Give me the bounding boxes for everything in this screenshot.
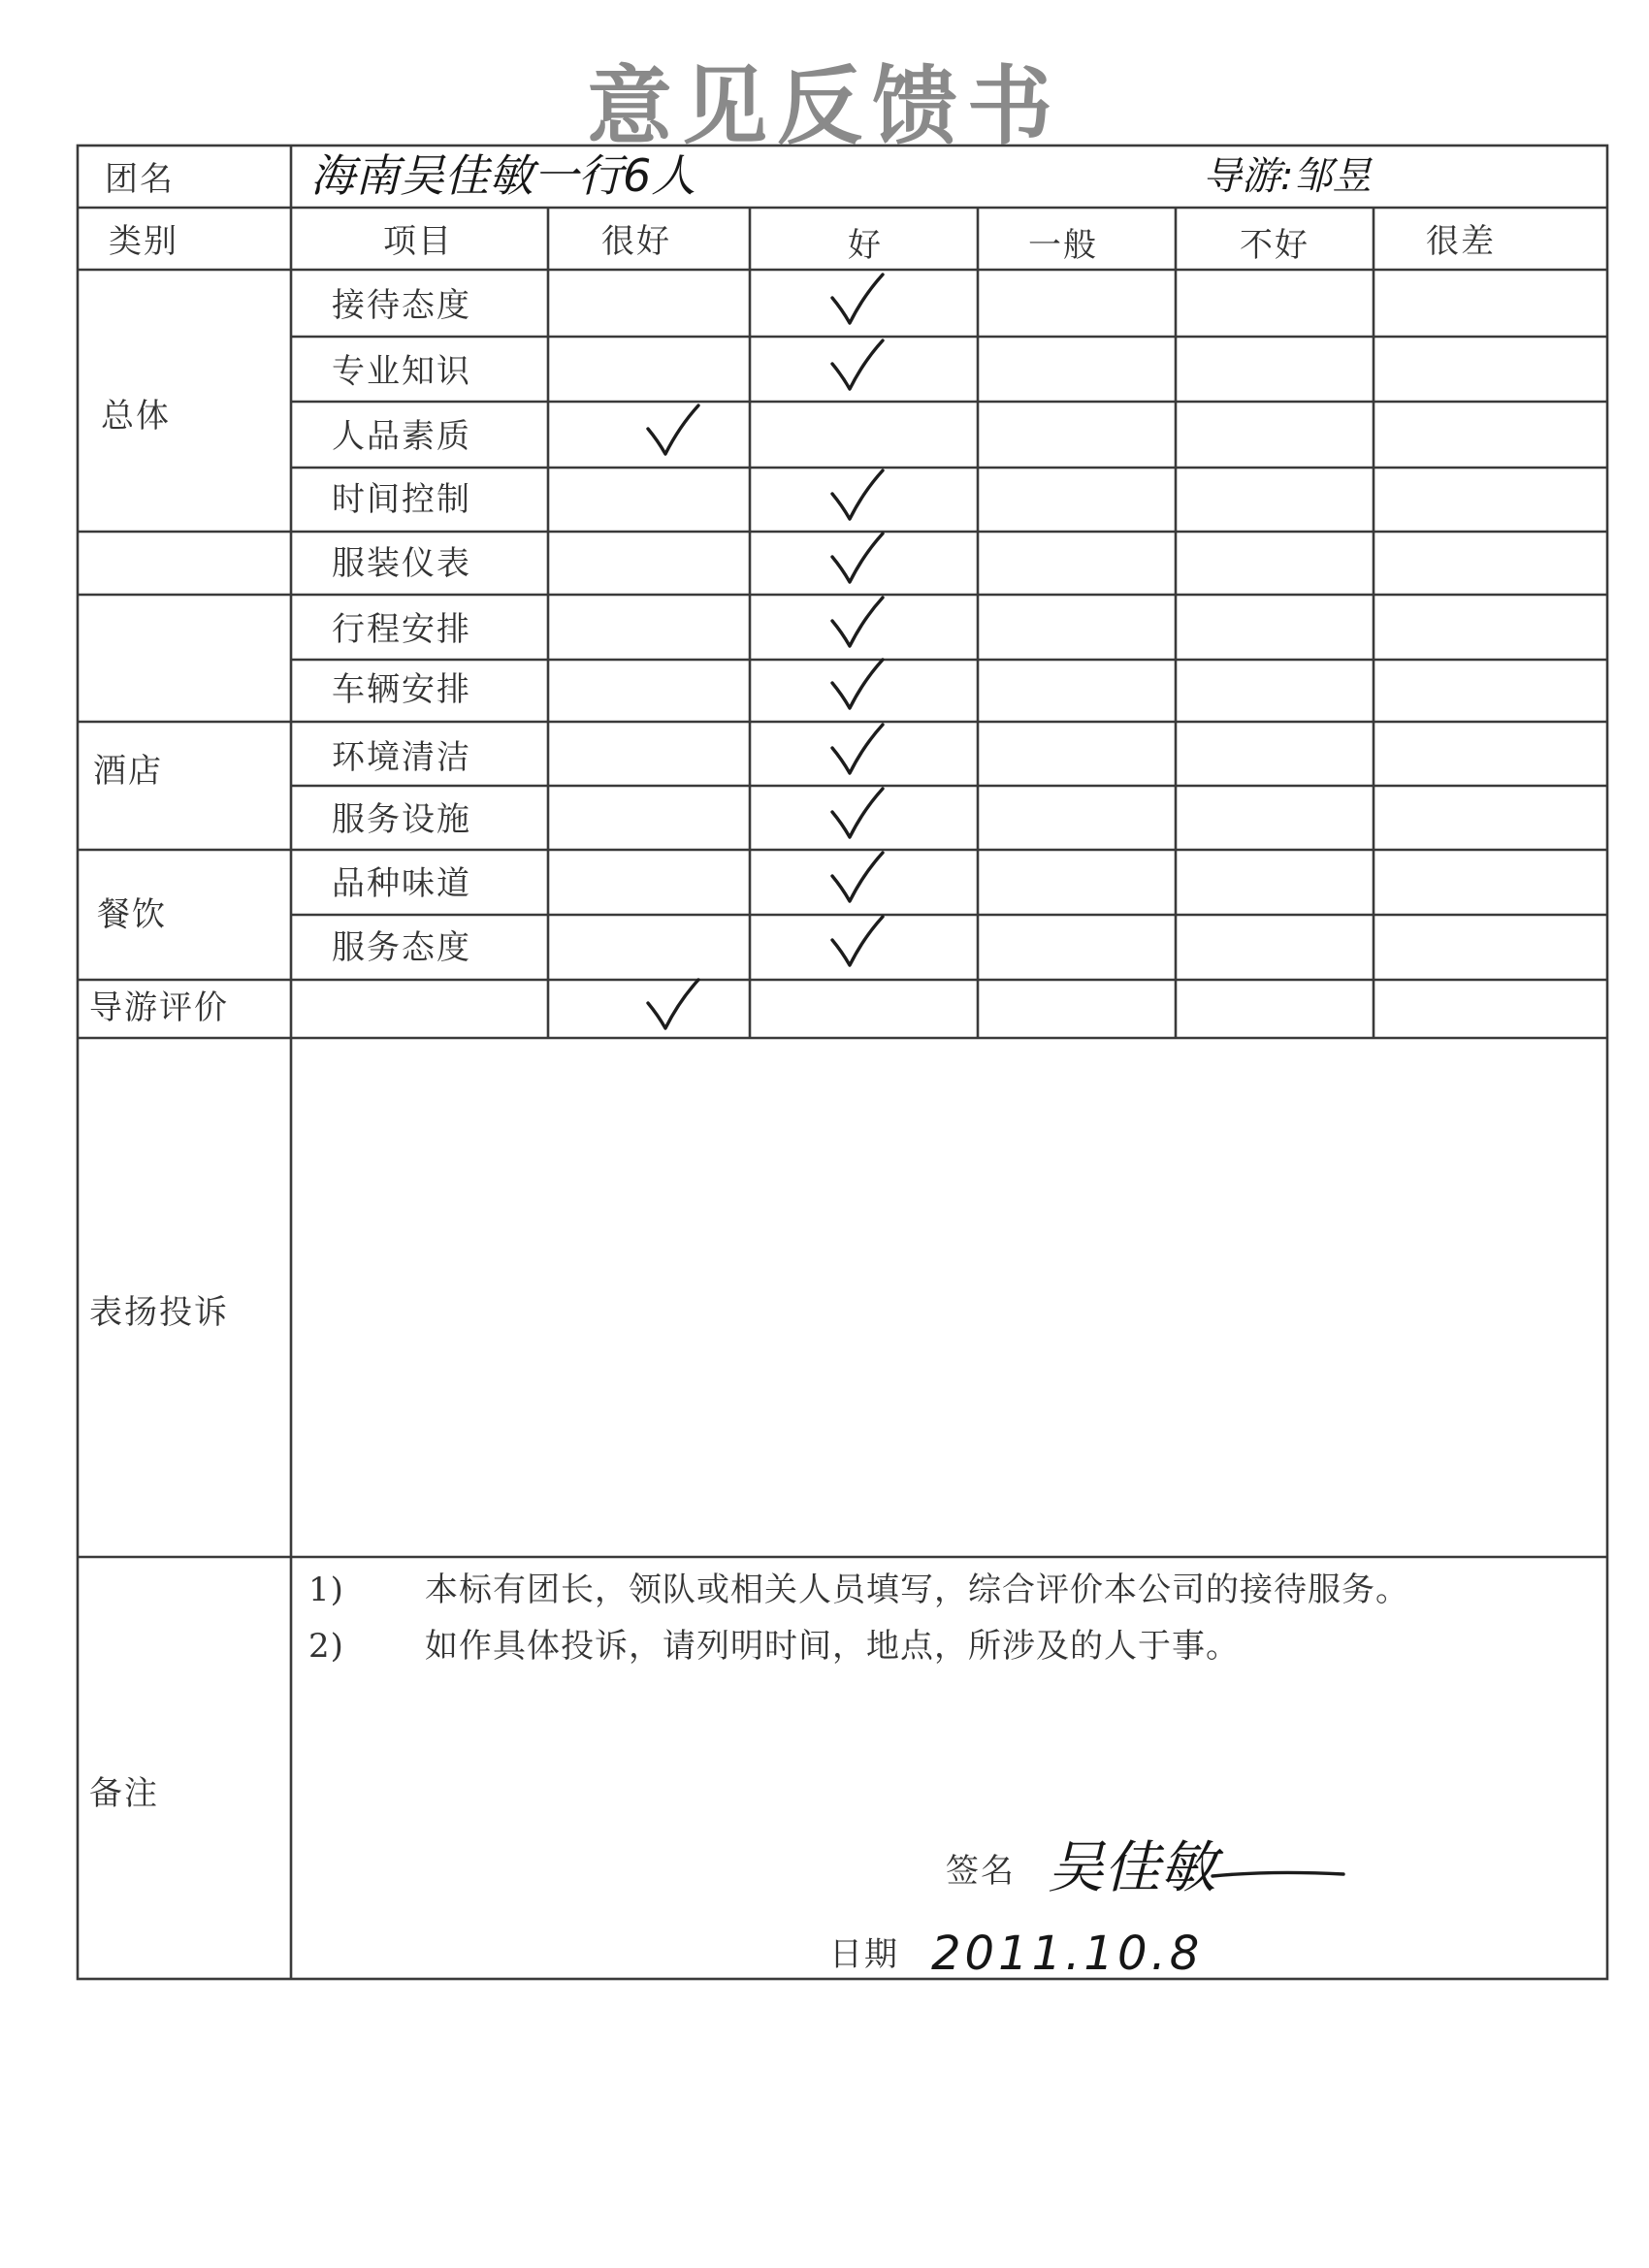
item-label: 车辆安排 (332, 670, 471, 709)
item-label: 行程安排 (332, 610, 471, 649)
group-name-label: 团名 (105, 160, 175, 199)
item-label: 服务设施 (332, 800, 471, 839)
header-average: 一般 (1028, 226, 1098, 265)
note-number: 1) (308, 1571, 344, 1609)
category-hotel: 酒店 (93, 752, 163, 791)
item-label: 接待态度 (332, 286, 471, 325)
category-praise-complaint: 表扬投诉 (89, 1293, 229, 1332)
date-value: 2011.10.8 (931, 1927, 1204, 1981)
header-poor: 不好 (1240, 226, 1310, 265)
note-text: 如作具体投诉，请列明时间，地点，所涉及的人于事。 (425, 1627, 1240, 1666)
guide-name: 导游:邹昱 (1203, 154, 1372, 199)
header-item: 项目 (383, 222, 453, 261)
signature-label: 签名 (946, 1852, 1016, 1891)
note-number: 2) (308, 1627, 344, 1666)
header-category: 类别 (109, 222, 178, 261)
category-dining: 餐饮 (97, 895, 167, 934)
header-good: 好 (848, 226, 883, 265)
category-guide-eval: 导游评价 (89, 988, 229, 1027)
category-overall: 总体 (101, 397, 171, 436)
item-label: 专业知识 (332, 352, 471, 391)
header-very-good: 很好 (601, 222, 671, 261)
signature-value: 吴佳敏 (1048, 1834, 1217, 1900)
category-remarks: 备注 (89, 1774, 159, 1813)
note-text: 本标有团长，领队或相关人员填写，综合评价本公司的接待服务。 (425, 1571, 1409, 1609)
item-label: 服装仪表 (332, 544, 471, 583)
item-label: 时间控制 (332, 480, 471, 519)
item-label: 环境清洁 (332, 738, 471, 777)
item-label: 人品素质 (332, 417, 471, 456)
page-title: 意见反馈书 (586, 55, 1062, 156)
item-label: 服务态度 (332, 928, 471, 967)
date-label: 日期 (829, 1935, 899, 1974)
item-label: 品种味道 (332, 864, 471, 903)
group-name-value: 海南吴佳敏一行6人 (310, 149, 696, 202)
header-very-poor: 很差 (1426, 222, 1496, 261)
